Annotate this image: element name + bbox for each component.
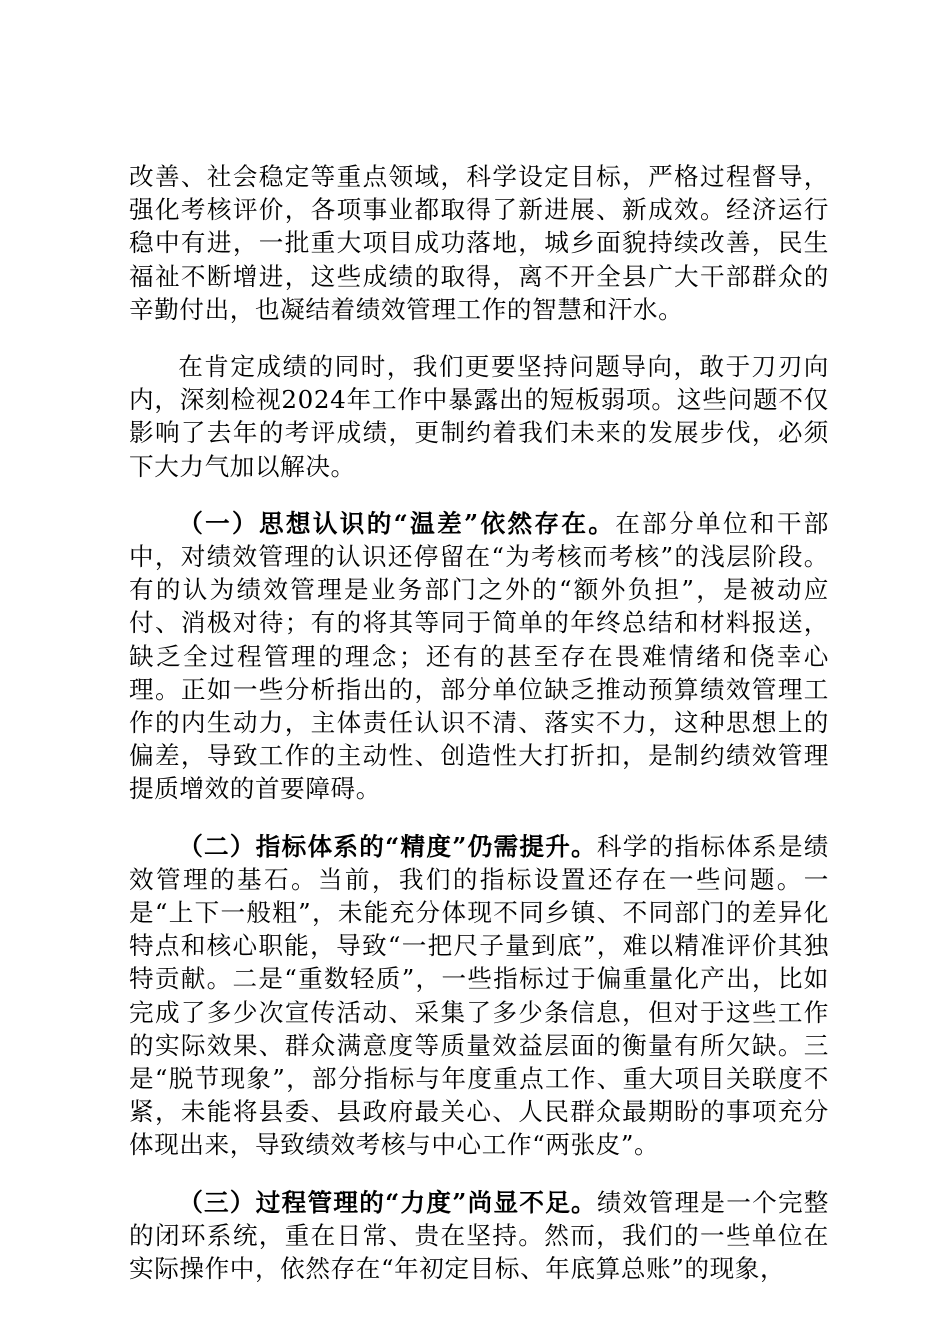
paragraph-problem-intro [129,350,829,483]
document-body [129,160,829,1309]
paragraph-text: 绩效管理是一个完整的闭环系统，重在日常、贵在坚持。然而，我们的一些单位在实际操作中，依然存在“年初定目标、年底算总账”的现象， [129,1187,829,1284]
paragraph-text: 在部分单位和干部中，对绩效管理的认识还停留在“为考核而考核”的浅层阶段。有的认为绩效管理是业务部门之外的“额外负担”，是被动应付、消极对待；有的将其等同于简单的年终总结和材料报送，缺乏全过程管理的理念；还有的甚至存在畏难情绪和侥幸心理。正如一些分析指出的，部分单位缺乏推动预算绩效管理工作的内生动力，主体责任认识不清、落实不力，这种思想上的偏差，导致工作的主动性、创造性大打折扣，是制约绩效管理提质增效的首要障碍。 [129,508,829,804]
section-heading-3: （三）过程管理的“力度”尚显不足。 [178,1187,597,1217]
paragraph-section-1 [129,507,829,806]
section-heading-2: （二）指标体系的“精度”仍需提升。 [178,831,597,861]
paragraph-section-3 [129,1186,829,1286]
paragraph-text: 科学的指标体系是绩效管理的基石。当前，我们的指标设置还存在一些问题。一是“上下一般粗”，未能充分体现不同乡镇、不同部门的差异化特点和核心职能，导致“一把尺子量到底”，难以精准评价其独特贡献。二是“重数轻质”，一些指标过于偏重量化产出，比如完成了多少次宣传活动、采集了多少条信息，但对于这些工作的实际效果、群众满意度等质量效益层面的衡量有所欠缺。三是“脱节现象”，部分指标与年度重点工作、重大项目关联度不紧，未能将县委、县政府最关心、人民群众最期盼的事项充分体现出来，导致绩效考核与中心工作“两张皮”。 [129,831,829,1160]
paragraph-section-2 [129,830,829,1162]
paragraph-text: 在肯定成绩的同时，我们更要坚持问题导向，敢于刀刃向内，深刻检视2024年工作中暴露出的短板弱项。这些问题不仅影响了去年的考评成绩，更制约着我们未来的发展步伐，必须下大力气加以解决。 [129,352,829,481]
paragraph-text: 改善、社会稳定等重点领域，科学设定目标，严格过程督导，强化考核评价，各项事业都取得了新进展、新成效。经济运行稳中有进，一批重大项目成功落地，城乡面貌持续改善，民生福祉不断增进，这些成绩的取得，离不开全县广大干部群众的辛勤付出，也凝结着绩效管理工作的智慧和汗水。 [129,162,829,324]
section-heading-1: （一）思想认识的“温差”依然存在。 [178,508,616,538]
paragraph-continued [129,160,829,326]
